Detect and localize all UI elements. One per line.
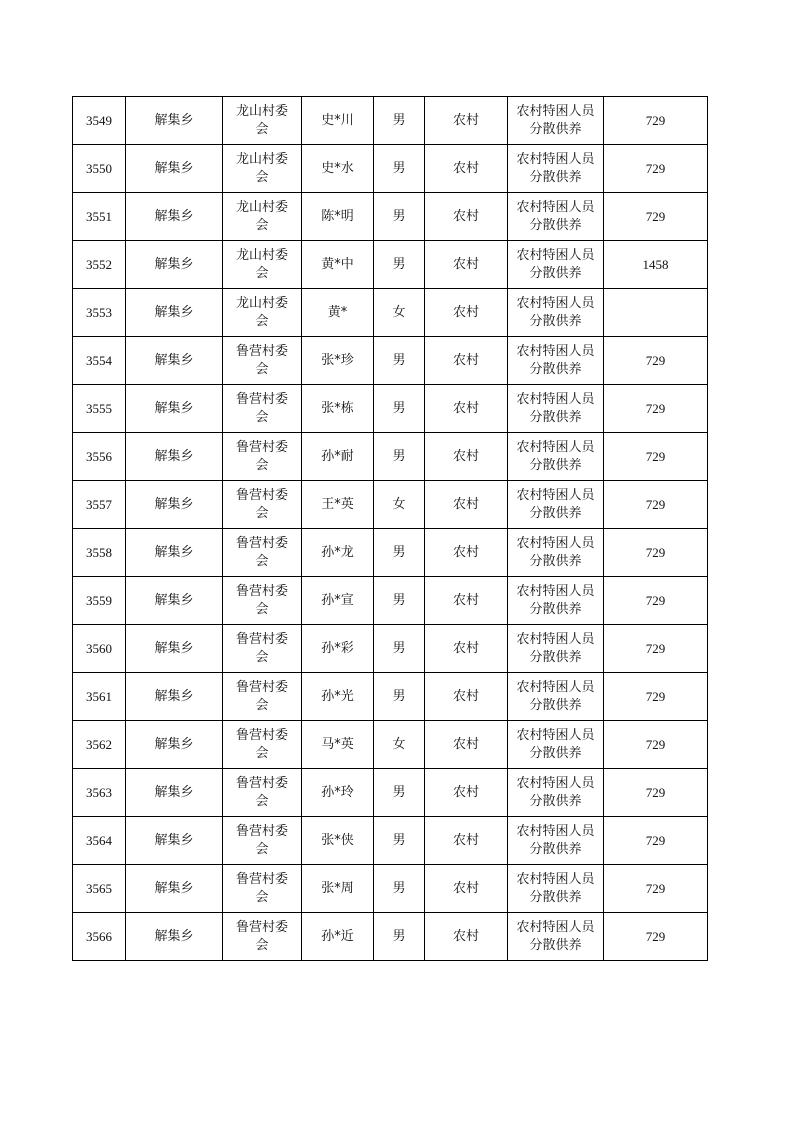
cell-township: 解集乡 xyxy=(126,625,223,673)
cell-gender: 男 xyxy=(374,913,425,961)
cell-village xyxy=(223,817,302,865)
table-row xyxy=(73,673,708,721)
village-line-2: 会 xyxy=(255,697,269,713)
cell-gender: 男 xyxy=(374,529,425,577)
cell-village xyxy=(223,913,302,961)
cell-area: 农村 xyxy=(425,673,508,721)
village-line-1: 龙山村委 xyxy=(235,151,288,167)
village-line-1: 鲁营村委 xyxy=(235,727,288,743)
cell-gender: 男 xyxy=(374,817,425,865)
cell-amount: 729 xyxy=(604,337,708,385)
table-row xyxy=(73,625,708,673)
cell-area: 农村 xyxy=(425,721,508,769)
cell-assistance-type xyxy=(508,385,604,433)
cell-assistance-type xyxy=(508,193,604,241)
village-line-1: 鲁营村委 xyxy=(235,775,288,791)
cell-area: 农村 xyxy=(425,289,508,337)
cell-village xyxy=(223,337,302,385)
cell-id: 3561 xyxy=(73,673,126,721)
table-row xyxy=(73,481,708,529)
cell-assistance-type xyxy=(508,337,604,385)
village-line-2: 会 xyxy=(255,361,269,377)
village-line-1: 鲁营村委 xyxy=(235,343,288,359)
cell-amount: 729 xyxy=(604,529,708,577)
cell-area: 农村 xyxy=(425,625,508,673)
cell-assistance-type xyxy=(508,289,604,337)
village-line-2: 会 xyxy=(255,745,269,761)
cell-assistance-type xyxy=(508,97,604,145)
table-row xyxy=(73,97,708,145)
cell-name: 黄*中 xyxy=(302,241,374,289)
cell-name: 张*侠 xyxy=(302,817,374,865)
table-body xyxy=(73,97,708,961)
village-line-2: 会 xyxy=(255,265,269,281)
cell-village xyxy=(223,673,302,721)
cell-id: 3554 xyxy=(73,337,126,385)
table-row xyxy=(73,385,708,433)
type-line-2: 分散供养 xyxy=(529,601,582,617)
cell-name: 张*周 xyxy=(302,865,374,913)
cell-gender: 男 xyxy=(374,577,425,625)
data-table xyxy=(72,96,708,961)
table-row xyxy=(73,577,708,625)
table-row xyxy=(73,529,708,577)
table-row xyxy=(73,817,708,865)
cell-township: 解集乡 xyxy=(126,529,223,577)
type-line-2: 分散供养 xyxy=(529,121,582,137)
cell-village xyxy=(223,865,302,913)
cell-amount: 729 xyxy=(604,385,708,433)
village-line-1: 龙山村委 xyxy=(235,199,288,215)
cell-area: 农村 xyxy=(425,865,508,913)
cell-id: 3555 xyxy=(73,385,126,433)
table-row xyxy=(73,337,708,385)
type-line-1: 农村特困人员 xyxy=(516,103,595,119)
cell-township: 解集乡 xyxy=(126,193,223,241)
cell-id: 3563 xyxy=(73,769,126,817)
type-line-1: 农村特困人员 xyxy=(516,295,595,311)
village-line-1: 鲁营村委 xyxy=(235,439,288,455)
cell-name: 王*英 xyxy=(302,481,374,529)
cell-village xyxy=(223,97,302,145)
cell-id: 3551 xyxy=(73,193,126,241)
village-line-2: 会 xyxy=(255,409,269,425)
type-line-1: 农村特困人员 xyxy=(516,439,595,455)
cell-id: 3556 xyxy=(73,433,126,481)
table-row xyxy=(73,241,708,289)
cell-township: 解集乡 xyxy=(126,145,223,193)
village-line-2: 会 xyxy=(255,601,269,617)
village-line-2: 会 xyxy=(255,553,269,569)
table-row xyxy=(73,193,708,241)
type-line-2: 分散供养 xyxy=(529,313,582,329)
cell-id: 3553 xyxy=(73,289,126,337)
cell-id: 3559 xyxy=(73,577,126,625)
type-line-1: 农村特困人员 xyxy=(516,631,595,647)
cell-township: 解集乡 xyxy=(126,385,223,433)
cell-gender: 男 xyxy=(374,865,425,913)
village-line-2: 会 xyxy=(255,937,269,953)
type-line-2: 分散供养 xyxy=(529,697,582,713)
cell-name: 孙*光 xyxy=(302,673,374,721)
village-line-2: 会 xyxy=(255,793,269,809)
village-line-1: 鲁营村委 xyxy=(235,679,288,695)
type-line-1: 农村特困人员 xyxy=(516,775,595,791)
type-line-2: 分散供养 xyxy=(529,889,582,905)
village-line-1: 龙山村委 xyxy=(235,295,288,311)
cell-village xyxy=(223,241,302,289)
cell-gender: 女 xyxy=(374,721,425,769)
cell-amount: 729 xyxy=(604,865,708,913)
cell-assistance-type xyxy=(508,529,604,577)
cell-township: 解集乡 xyxy=(126,289,223,337)
cell-township: 解集乡 xyxy=(126,913,223,961)
village-line-1: 鲁营村委 xyxy=(235,823,288,839)
cell-area: 农村 xyxy=(425,385,508,433)
cell-village xyxy=(223,145,302,193)
village-line-2: 会 xyxy=(255,841,269,857)
cell-village xyxy=(223,193,302,241)
cell-township: 解集乡 xyxy=(126,577,223,625)
cell-assistance-type xyxy=(508,769,604,817)
cell-amount: 729 xyxy=(604,481,708,529)
cell-village xyxy=(223,481,302,529)
cell-gender: 女 xyxy=(374,289,425,337)
cell-name: 孙*彩 xyxy=(302,625,374,673)
cell-area: 农村 xyxy=(425,529,508,577)
cell-name: 孙*近 xyxy=(302,913,374,961)
cell-village xyxy=(223,289,302,337)
cell-name: 马*英 xyxy=(302,721,374,769)
type-line-1: 农村特困人员 xyxy=(516,247,595,263)
type-line-2: 分散供养 xyxy=(529,265,582,281)
village-line-2: 会 xyxy=(255,457,269,473)
cell-amount: 729 xyxy=(604,433,708,481)
cell-id: 3557 xyxy=(73,481,126,529)
cell-name: 史*川 xyxy=(302,97,374,145)
table-row xyxy=(73,913,708,961)
village-line-2: 会 xyxy=(255,889,269,905)
cell-name: 孙*龙 xyxy=(302,529,374,577)
cell-name: 史*水 xyxy=(302,145,374,193)
cell-amount: 729 xyxy=(604,817,708,865)
cell-gender: 男 xyxy=(374,673,425,721)
village-line-1: 龙山村委 xyxy=(235,103,288,119)
cell-id: 3564 xyxy=(73,817,126,865)
cell-gender: 男 xyxy=(374,769,425,817)
type-line-2: 分散供养 xyxy=(529,649,582,665)
type-line-2: 分散供养 xyxy=(529,361,582,377)
cell-gender: 男 xyxy=(374,193,425,241)
village-line-1: 鲁营村委 xyxy=(235,919,288,935)
cell-area: 农村 xyxy=(425,337,508,385)
cell-name: 孙*宣 xyxy=(302,577,374,625)
cell-name: 孙*玲 xyxy=(302,769,374,817)
type-line-1: 农村特困人员 xyxy=(516,151,595,167)
cell-assistance-type xyxy=(508,817,604,865)
type-line-1: 农村特困人员 xyxy=(516,823,595,839)
table-row xyxy=(73,865,708,913)
cell-township: 解集乡 xyxy=(126,673,223,721)
type-line-1: 农村特困人员 xyxy=(516,391,595,407)
cell-gender: 男 xyxy=(374,433,425,481)
cell-assistance-type xyxy=(508,673,604,721)
type-line-1: 农村特困人员 xyxy=(516,727,595,743)
cell-area: 农村 xyxy=(425,145,508,193)
cell-assistance-type xyxy=(508,481,604,529)
type-line-2: 分散供养 xyxy=(529,841,582,857)
cell-assistance-type xyxy=(508,721,604,769)
village-line-1: 鲁营村委 xyxy=(235,535,288,551)
cell-township: 解集乡 xyxy=(126,865,223,913)
table-row xyxy=(73,145,708,193)
type-line-2: 分散供养 xyxy=(529,169,582,185)
cell-township: 解集乡 xyxy=(126,97,223,145)
type-line-2: 分散供养 xyxy=(529,553,582,569)
type-line-1: 农村特困人员 xyxy=(516,679,595,695)
cell-id: 3565 xyxy=(73,865,126,913)
cell-area: 农村 xyxy=(425,913,508,961)
table-row xyxy=(73,769,708,817)
cell-area: 农村 xyxy=(425,817,508,865)
type-line-2: 分散供养 xyxy=(529,745,582,761)
table-row xyxy=(73,289,708,337)
cell-id: 3552 xyxy=(73,241,126,289)
type-line-2: 分散供养 xyxy=(529,793,582,809)
cell-id: 3566 xyxy=(73,913,126,961)
table-row xyxy=(73,433,708,481)
cell-id: 3560 xyxy=(73,625,126,673)
village-line-2: 会 xyxy=(255,169,269,185)
village-line-1: 鲁营村委 xyxy=(235,871,288,887)
cell-village xyxy=(223,529,302,577)
cell-village xyxy=(223,721,302,769)
type-line-1: 农村特困人员 xyxy=(516,343,595,359)
cell-township: 解集乡 xyxy=(126,337,223,385)
cell-township: 解集乡 xyxy=(126,241,223,289)
cell-amount: 729 xyxy=(604,673,708,721)
type-line-1: 农村特困人员 xyxy=(516,919,595,935)
cell-amount: 729 xyxy=(604,193,708,241)
cell-township: 解集乡 xyxy=(126,433,223,481)
cell-gender: 男 xyxy=(374,385,425,433)
village-line-1: 龙山村委 xyxy=(235,247,288,263)
type-line-2: 分散供养 xyxy=(529,409,582,425)
type-line-1: 农村特困人员 xyxy=(516,535,595,551)
village-line-2: 会 xyxy=(255,505,269,521)
village-line-2: 会 xyxy=(255,313,269,329)
village-line-1: 鲁营村委 xyxy=(235,583,288,599)
cell-area: 农村 xyxy=(425,241,508,289)
type-line-1: 农村特困人员 xyxy=(516,871,595,887)
cell-amount: 729 xyxy=(604,769,708,817)
cell-assistance-type xyxy=(508,433,604,481)
cell-area: 农村 xyxy=(425,577,508,625)
cell-amount xyxy=(604,289,708,337)
cell-village xyxy=(223,433,302,481)
cell-name: 孙*耐 xyxy=(302,433,374,481)
cell-gender: 男 xyxy=(374,337,425,385)
cell-gender: 男 xyxy=(374,145,425,193)
cell-area: 农村 xyxy=(425,97,508,145)
cell-assistance-type xyxy=(508,577,604,625)
type-line-1: 农村特困人员 xyxy=(516,487,595,503)
cell-name: 张*栋 xyxy=(302,385,374,433)
cell-township: 解集乡 xyxy=(126,721,223,769)
cell-village xyxy=(223,577,302,625)
cell-id: 3558 xyxy=(73,529,126,577)
cell-amount: 729 xyxy=(604,721,708,769)
cell-gender: 女 xyxy=(374,481,425,529)
cell-id: 3549 xyxy=(73,97,126,145)
cell-amount: 1458 xyxy=(604,241,708,289)
cell-id: 3550 xyxy=(73,145,126,193)
cell-gender: 男 xyxy=(374,97,425,145)
cell-area: 农村 xyxy=(425,193,508,241)
type-line-2: 分散供养 xyxy=(529,505,582,521)
type-line-2: 分散供养 xyxy=(529,937,582,953)
cell-gender: 男 xyxy=(374,241,425,289)
village-line-1: 鲁营村委 xyxy=(235,631,288,647)
cell-amount: 729 xyxy=(604,145,708,193)
cell-amount: 729 xyxy=(604,577,708,625)
cell-amount: 729 xyxy=(604,913,708,961)
cell-area: 农村 xyxy=(425,433,508,481)
cell-assistance-type xyxy=(508,145,604,193)
type-line-2: 分散供养 xyxy=(529,217,582,233)
cell-name: 陈*明 xyxy=(302,193,374,241)
cell-gender: 男 xyxy=(374,625,425,673)
village-line-2: 会 xyxy=(255,217,269,233)
type-line-1: 农村特困人员 xyxy=(516,583,595,599)
type-line-1: 农村特困人员 xyxy=(516,199,595,215)
cell-township: 解集乡 xyxy=(126,769,223,817)
cell-assistance-type xyxy=(508,865,604,913)
cell-area: 农村 xyxy=(425,481,508,529)
cell-township: 解集乡 xyxy=(126,817,223,865)
cell-assistance-type xyxy=(508,913,604,961)
cell-name: 黄* xyxy=(302,289,374,337)
cell-village xyxy=(223,625,302,673)
village-line-2: 会 xyxy=(255,649,269,665)
village-line-1: 鲁营村委 xyxy=(235,487,288,503)
cell-name: 张*珍 xyxy=(302,337,374,385)
type-line-2: 分散供养 xyxy=(529,457,582,473)
cell-amount: 729 xyxy=(604,625,708,673)
table-row xyxy=(73,721,708,769)
cell-assistance-type xyxy=(508,241,604,289)
village-line-1: 鲁营村委 xyxy=(235,391,288,407)
cell-assistance-type xyxy=(508,625,604,673)
cell-amount: 729 xyxy=(604,97,708,145)
cell-village xyxy=(223,385,302,433)
cell-id: 3562 xyxy=(73,721,126,769)
village-line-2: 会 xyxy=(255,121,269,137)
cell-area: 农村 xyxy=(425,769,508,817)
relief-recipient-table xyxy=(72,96,707,961)
cell-village xyxy=(223,769,302,817)
cell-township: 解集乡 xyxy=(126,481,223,529)
